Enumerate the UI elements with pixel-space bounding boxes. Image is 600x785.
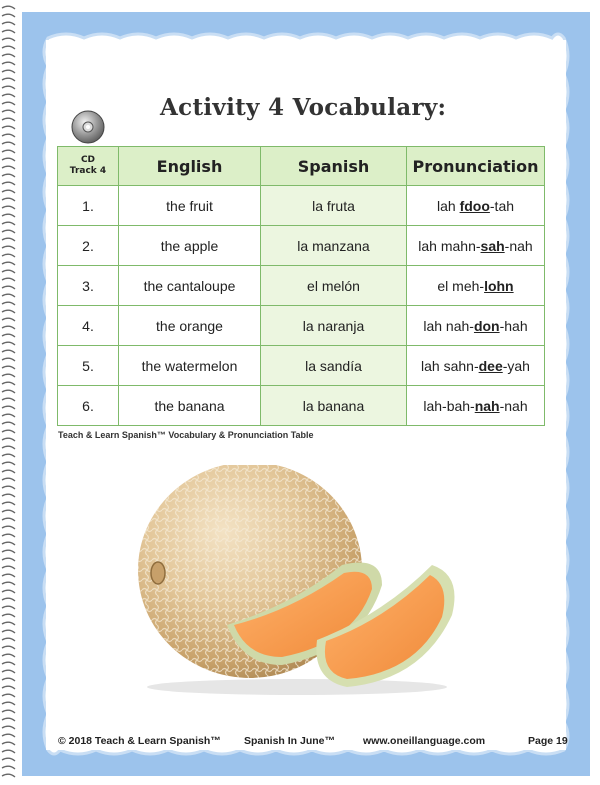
spiral-coil	[2, 6, 15, 9]
spiral-coil	[2, 774, 15, 777]
row-number: 5.	[58, 346, 119, 386]
spiral-coil	[2, 158, 15, 161]
table-caption: Teach & Learn Spanish™ Vocabulary & Pronunciation Table	[58, 430, 314, 440]
spiral-coil	[2, 110, 15, 113]
pronunciation-cell: lah-bah-nah-nah	[407, 386, 545, 426]
spiral-coil	[2, 502, 15, 505]
spiral-coil	[2, 550, 15, 553]
spiral-coil	[2, 46, 15, 49]
footer-series: Spanish In June™	[244, 735, 336, 747]
spiral-coil	[2, 302, 15, 305]
table-row	[58, 186, 545, 226]
spiral-coil	[2, 206, 15, 209]
pronunciation-header: Pronunciation	[407, 147, 545, 186]
spiral-coil	[2, 390, 15, 393]
spiral-coil	[2, 70, 15, 73]
stressed-syllable: sah	[480, 237, 505, 254]
pronunciation-cell: lah fdoo-tah	[407, 186, 545, 226]
spiral-coil	[2, 198, 15, 201]
spiral-coil	[2, 190, 15, 193]
spiral-coil	[2, 62, 15, 65]
cantaloupe-illustration	[132, 465, 462, 695]
english-cell: the apple	[119, 226, 261, 266]
vocabulary-table	[57, 146, 545, 426]
spanish-cell: la sandía	[261, 346, 407, 386]
spiral-coil	[2, 470, 15, 473]
spiral-coil	[2, 710, 15, 713]
spiral-coil	[2, 182, 15, 185]
row-number: 1.	[58, 186, 119, 226]
english-cell: the watermelon	[119, 346, 261, 386]
spiral-coil	[2, 310, 15, 313]
spiral-coil	[2, 22, 15, 25]
spanish-cell: el melón	[261, 266, 407, 306]
spiral-coil	[2, 150, 15, 153]
table-header-row	[58, 147, 545, 186]
english-cell: the fruit	[119, 186, 261, 226]
spiral-coil	[2, 238, 15, 241]
footer-website[interactable]: www.oneillanguage.com	[363, 735, 486, 747]
spiral-coil	[2, 494, 15, 497]
spiral-coil	[2, 270, 15, 273]
stressed-syllable: don	[473, 317, 500, 334]
stressed-syllable: dee	[478, 357, 503, 374]
spiral-coil	[2, 222, 15, 225]
spiral-coil	[2, 254, 15, 257]
spiral-coil	[2, 566, 15, 569]
spanish-cell: la manzana	[261, 226, 407, 266]
spiral-coil	[2, 318, 15, 321]
spiral-coil	[2, 486, 15, 489]
spiral-coil	[2, 430, 15, 433]
table-row	[58, 386, 545, 426]
spanish-cell: la fruta	[261, 186, 407, 226]
spiral-coil	[2, 118, 15, 121]
spiral-coil	[2, 734, 15, 737]
spiral-coil	[2, 334, 15, 337]
spiral-coil	[2, 654, 15, 657]
pronunciation-cell: lah sahn-dee-yah	[407, 346, 545, 386]
english-cell: the orange	[119, 306, 261, 346]
spiral-coil	[2, 14, 15, 17]
spiral-binding	[0, 0, 16, 785]
spiral-coil	[2, 686, 15, 689]
stressed-syllable: nah	[474, 397, 500, 414]
spiral-coil	[2, 286, 15, 289]
spiral-coil	[2, 366, 15, 369]
page-title: Activity 4 Vocabulary:	[160, 94, 447, 121]
spiral-coil	[2, 742, 15, 745]
spiral-coil	[2, 702, 15, 705]
spiral-coil	[2, 246, 15, 249]
table-row	[58, 346, 545, 386]
spiral-coil	[2, 398, 15, 401]
pronunciation-cell: el meh-lohn	[407, 266, 545, 306]
spiral-coil	[2, 102, 15, 105]
table-row	[58, 226, 545, 266]
spiral-coil	[2, 342, 15, 345]
row-number: 4.	[58, 306, 119, 346]
cd-track-header: CD Track 4	[58, 147, 119, 186]
spiral-coil	[2, 614, 15, 617]
spiral-coil	[2, 598, 15, 601]
spiral-coil	[2, 166, 15, 169]
spiral-coil	[2, 422, 15, 425]
spiral-coil	[2, 718, 15, 721]
spiral-coil	[2, 558, 15, 561]
row-number: 3.	[58, 266, 119, 306]
spiral-coil	[2, 374, 15, 377]
table-row	[58, 266, 545, 306]
spiral-coil	[2, 534, 15, 537]
spiral-coil	[2, 278, 15, 281]
english-cell: the banana	[119, 386, 261, 426]
spiral-coil	[2, 382, 15, 385]
spiral-coil	[2, 694, 15, 697]
spiral-coil	[2, 142, 15, 145]
spiral-coil	[2, 214, 15, 217]
spiral-coil	[2, 590, 15, 593]
spanish-header: Spanish	[261, 147, 407, 186]
spiral-coil	[2, 766, 15, 769]
cd-icon	[70, 109, 106, 145]
spiral-coil	[2, 350, 15, 353]
spiral-coil	[2, 38, 15, 41]
spiral-coil	[2, 510, 15, 513]
spanish-cell: la naranja	[261, 306, 407, 346]
english-header: English	[119, 147, 261, 186]
spanish-cell: la banana	[261, 386, 407, 426]
spiral-coil	[2, 94, 15, 97]
spiral-coil	[2, 622, 15, 625]
spiral-coil	[2, 638, 15, 641]
row-number: 6.	[58, 386, 119, 426]
spiral-coil	[2, 446, 15, 449]
footer-page-number: Page 19	[528, 735, 568, 747]
spiral-coil	[2, 758, 15, 761]
spiral-coil	[2, 646, 15, 649]
spiral-coil	[2, 126, 15, 129]
spiral-coil	[2, 54, 15, 57]
spiral-coil	[2, 630, 15, 633]
spiral-coil	[2, 574, 15, 577]
spiral-coil	[2, 662, 15, 665]
english-cell: the cantaloupe	[119, 266, 261, 306]
spiral-coil	[2, 582, 15, 585]
spiral-coil	[2, 134, 15, 137]
spiral-coil	[2, 726, 15, 729]
spiral-coil	[2, 358, 15, 361]
spiral-coil	[2, 542, 15, 545]
spiral-coil	[2, 678, 15, 681]
spiral-coil	[2, 454, 15, 457]
spiral-coil	[2, 262, 15, 265]
spiral-coil	[2, 518, 15, 521]
spiral-coil	[2, 86, 15, 89]
pronunciation-cell: lah mahn-sah-nah	[407, 226, 545, 266]
spiral-coil	[2, 174, 15, 177]
spiral-coil	[2, 462, 15, 465]
spiral-coil	[2, 326, 15, 329]
spiral-coil	[2, 294, 15, 297]
spiral-coil	[2, 406, 15, 409]
stressed-syllable: fdoo	[459, 197, 490, 214]
spiral-coil	[2, 670, 15, 673]
spiral-coil	[2, 30, 15, 33]
spiral-coil	[2, 230, 15, 233]
row-number: 2.	[58, 226, 119, 266]
spiral-coil	[2, 438, 15, 441]
stressed-syllable: lohn	[484, 277, 514, 294]
spiral-coil	[2, 750, 15, 753]
pronunciation-cell: lah nah-don-hah	[407, 306, 545, 346]
spiral-coil	[2, 414, 15, 417]
footer-copyright: © 2018 Teach & Learn Spanish™	[58, 735, 221, 747]
spiral-coil	[2, 78, 15, 81]
table-row	[58, 306, 545, 346]
spiral-coil	[2, 478, 15, 481]
spiral-coil	[2, 606, 15, 609]
spiral-coil	[2, 526, 15, 529]
